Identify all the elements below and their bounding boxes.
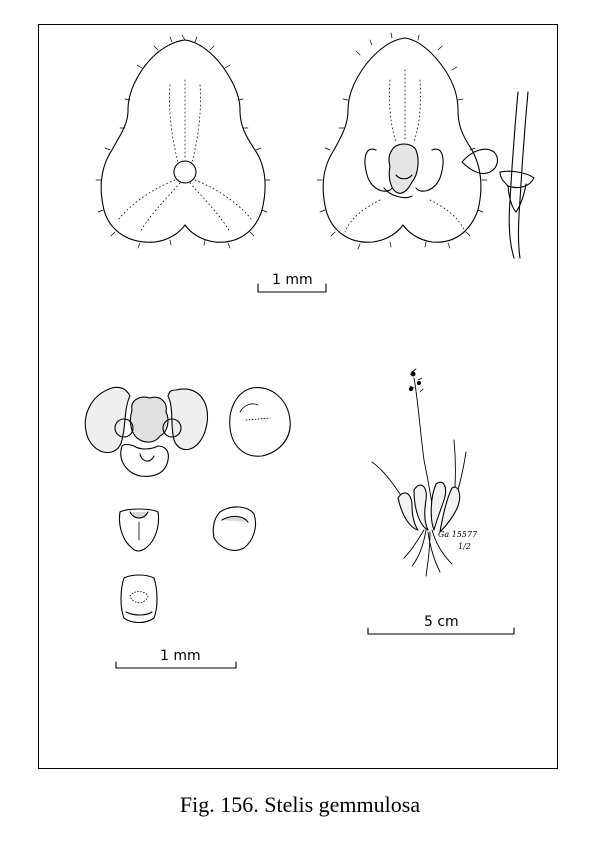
figure-caption: Fig. 156. Stelis gemmulosa: [179, 792, 421, 817]
flower-with-column: [317, 33, 534, 258]
lip-front-view: [120, 509, 159, 551]
lip-side-view: [213, 507, 255, 550]
plant-habit: [372, 369, 466, 576]
scale-label-bottom-left: 1 mm: [160, 648, 201, 664]
collector-note: Ga 15577: [438, 530, 478, 539]
column-detail: [121, 575, 157, 623]
petal-detail: [230, 388, 291, 457]
petals-lip-column-dissection: [85, 387, 207, 476]
flower-front-view: [96, 35, 270, 248]
scale-label-top: 1 mm: [272, 272, 313, 288]
collector-note-fraction: 1/2: [458, 542, 471, 551]
scale-label-habit: 5 cm: [424, 614, 459, 630]
